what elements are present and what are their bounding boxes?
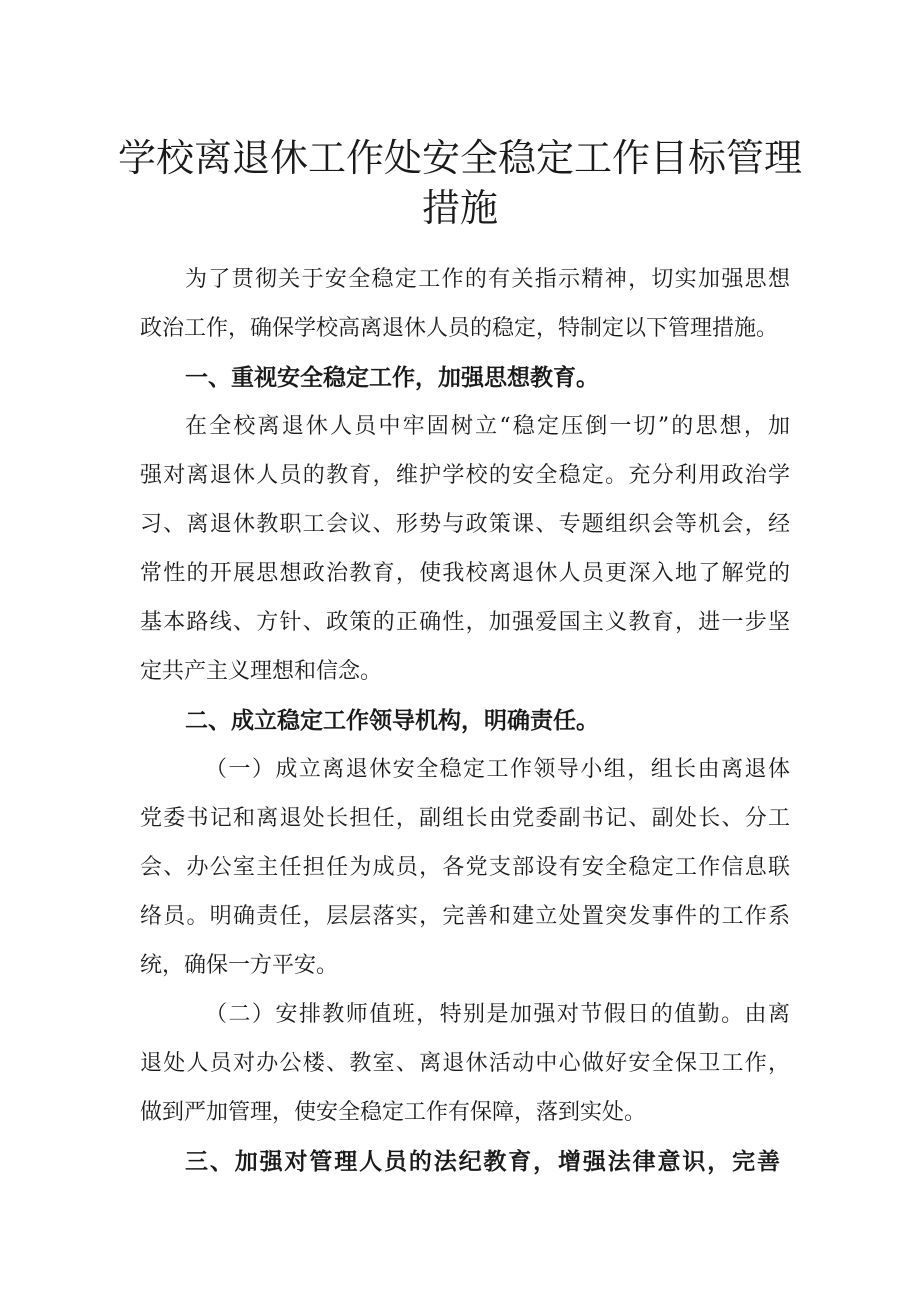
section-1-line: 基本路线、方针、政策的正确性，加强爱国主义教育，进一步坚: [140, 610, 790, 635]
intro-line: 为了贯彻关于安全稳定工作的有关指示精神，切实加强思想: [185, 267, 790, 292]
section-2-para-2-line: 做到严加管理，使安全稳定工作有保障，落到实处。: [140, 1100, 647, 1125]
section-2-para-1-line: 络员。明确责任，层层落实，完善和建立处置突发事件的工作系: [140, 904, 790, 929]
section-1-line: 常性的开展思想政治教育，使我校离退休人员更深入地了解党的: [140, 561, 790, 586]
section-1-line: 在全校离退休人员中牢固树立“稳定压倒一切”的思想，加: [185, 414, 790, 439]
section-1-heading: 一、重视安全稳定工作，加强思想教育。: [185, 365, 599, 391]
section-2-para-1-line: 统，确保一方平安。: [140, 953, 339, 978]
section-2-para-2-line: （二）安排教师值班，特别是加强对节假日的值勤。由离: [205, 1002, 790, 1027]
document-title-line-2: 措施: [421, 186, 498, 230]
section-2-para-1-line: 会、办公室主任担任为成员，各党支部设有安全稳定工作信息联: [140, 855, 790, 880]
section-2-para-1-line: （一）成立离退休安全稳定工作领导小组，组长由离退体: [205, 757, 790, 782]
section-2-para-2-line: 退处人员对办公楼、教室、离退休活动中心做好安全保卫工作，: [140, 1051, 790, 1076]
intro-line: 政治工作，确保学校高离退休人员的稳定，特制定以下管理措施。: [140, 316, 779, 341]
section-2-heading: 二、成立稳定工作领导机构，明确责任。: [185, 708, 599, 734]
section-1-line: 强对离退休人员的教育，维护学校的安全稳定。充分利用政治学: [140, 463, 790, 488]
section-2-para-1-line: 党委书记和离退处长担任，副组长由党委副书记、副处长、分工: [140, 806, 790, 831]
section-1-line: 习、离退休教职工会议、形势与政策课、专题组织会等机会，经: [140, 512, 790, 537]
document-title-line-1: 学校离退休工作处安全稳定工作目标管理: [117, 136, 802, 180]
section-1-line: 定共产主义理想和信念。: [140, 659, 383, 684]
section-3-heading: 三、加强对管理人员的法纪教育，增强法律意识，完善: [185, 1149, 780, 1175]
